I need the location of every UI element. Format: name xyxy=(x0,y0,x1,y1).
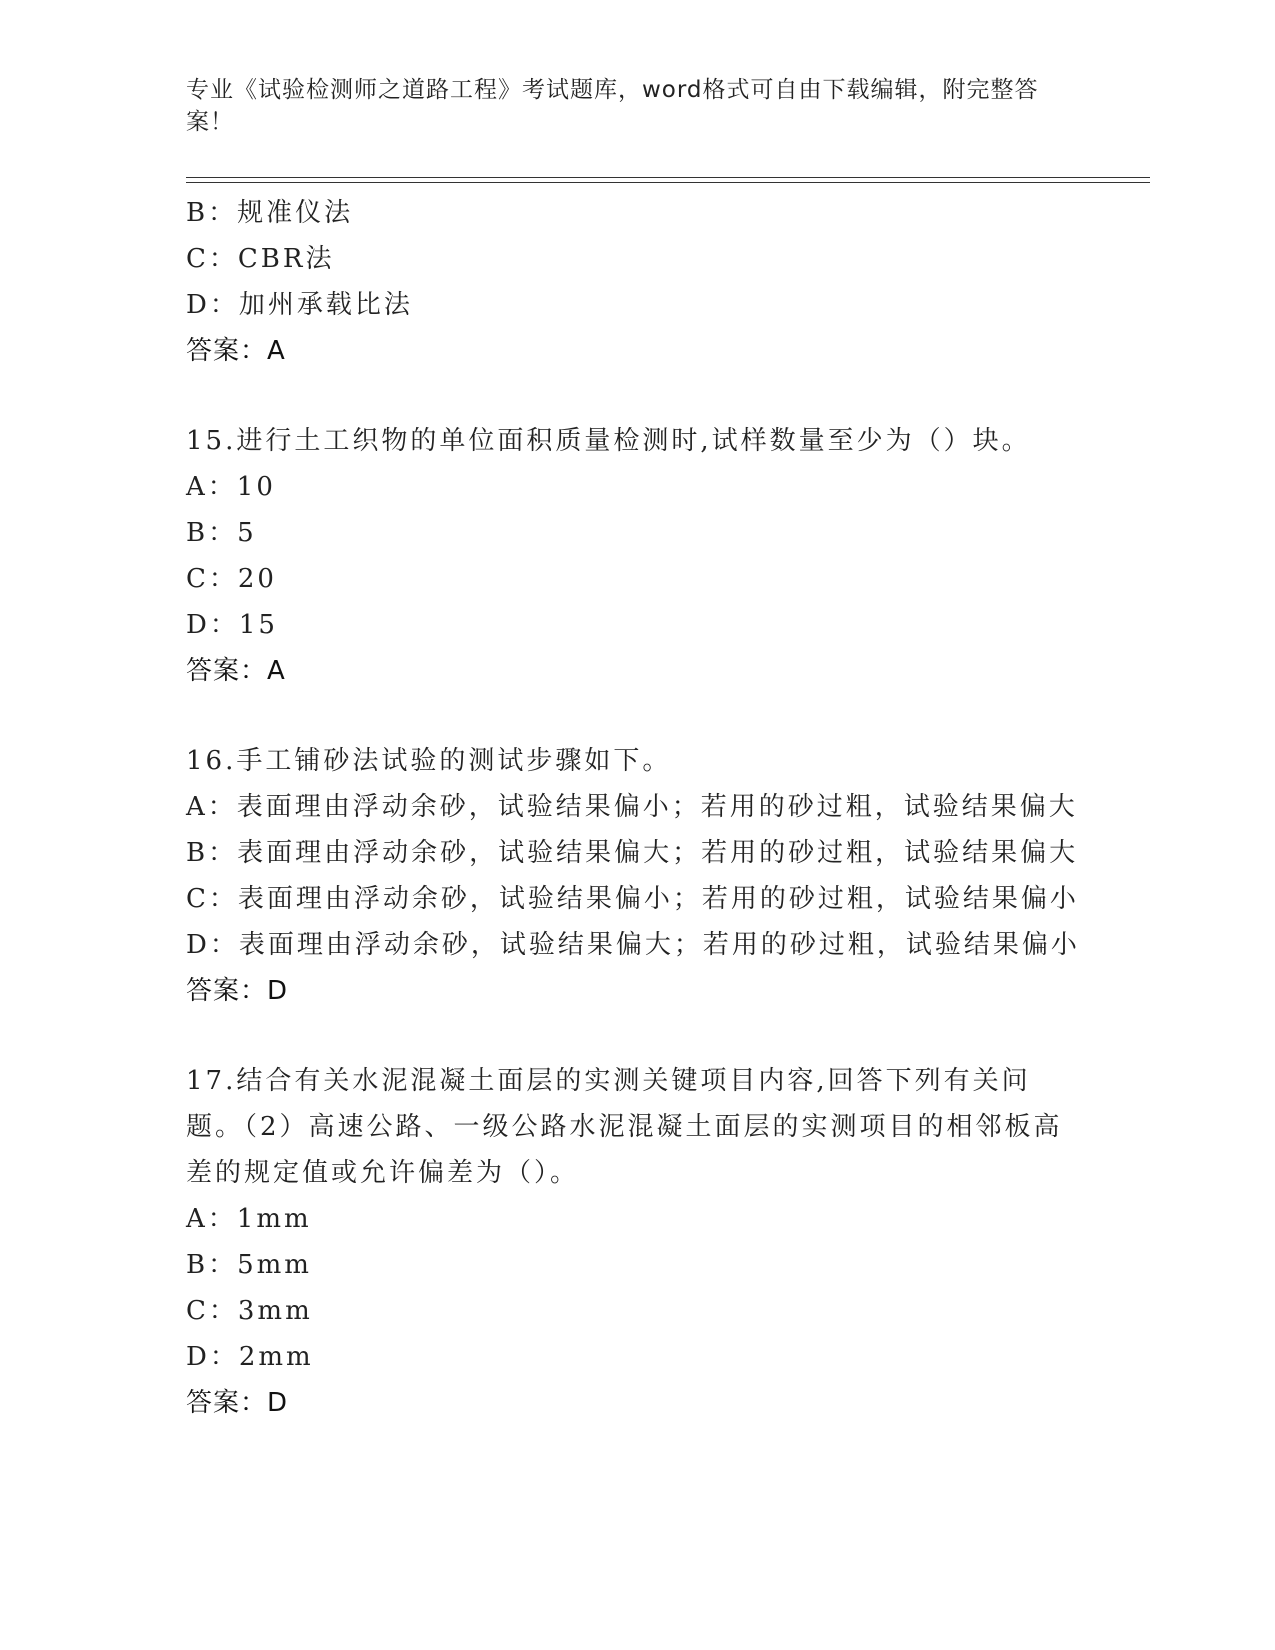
question-14 xyxy=(186,190,1086,374)
option-b: B：5 xyxy=(186,518,257,548)
question-16 xyxy=(186,738,1086,1014)
option-c: C：CBR法 xyxy=(186,244,335,274)
question-text: 16.手工铺砂法试验的测试步骤如下。 xyxy=(186,746,672,776)
question-15 xyxy=(186,418,1086,694)
option-d: D：15 xyxy=(186,610,278,640)
option-d: D：2mm xyxy=(186,1342,314,1372)
option-b: B：5mm xyxy=(186,1250,312,1280)
answer-line: 答案：A xyxy=(186,336,286,366)
option-d: D：表面理由浮动余砂，试验结果偏大；若用的砂过粗，试验结果偏小 xyxy=(186,930,1080,960)
option-a: A：表面理由浮动余砂，试验结果偏小；若用的砂过粗，试验结果偏大 xyxy=(186,792,1078,822)
answer-line: 答案：D xyxy=(186,976,289,1006)
answer-line: 答案：D xyxy=(186,1388,289,1418)
spacer xyxy=(186,374,1086,418)
option-d: D：加州承载比法 xyxy=(186,290,413,320)
option-c: C：3mm xyxy=(186,1296,313,1326)
option-a: A：1mm xyxy=(186,1204,312,1234)
header-divider-top xyxy=(186,177,1150,178)
option-a: A：10 xyxy=(186,472,276,502)
question-text: 17.结合有关水泥混凝土面层的实测关键项目内容,回答下列有关问题。（2）高速公路、一级公路水泥混凝土面层的实测项目的相邻板高差的规定值或允许偏差为（）。 xyxy=(186,1066,1063,1188)
header-divider-bottom xyxy=(186,182,1150,183)
answer-line: 答案：A xyxy=(186,656,286,686)
spacer xyxy=(186,694,1086,738)
question-list xyxy=(186,190,1086,1426)
question-17 xyxy=(186,1058,1086,1426)
option-c: C：表面理由浮动余砂，试验结果偏小；若用的砂过粗，试验结果偏小 xyxy=(186,884,1079,914)
document-header: 专业《试验检测师之道路工程》考试题库，word格式可自由下载编辑，附完整答案！ xyxy=(186,77,1039,135)
option-b: B：规准仪法 xyxy=(186,198,354,228)
question-text: 15.进行土工织物的单位面积质量检测时,试样数量至少为（）块。 xyxy=(186,426,1031,456)
option-b: B：表面理由浮动余砂，试验结果偏大；若用的砂过粗，试验结果偏大 xyxy=(186,838,1079,868)
spacer xyxy=(186,1014,1086,1058)
option-c: C：20 xyxy=(186,564,277,594)
